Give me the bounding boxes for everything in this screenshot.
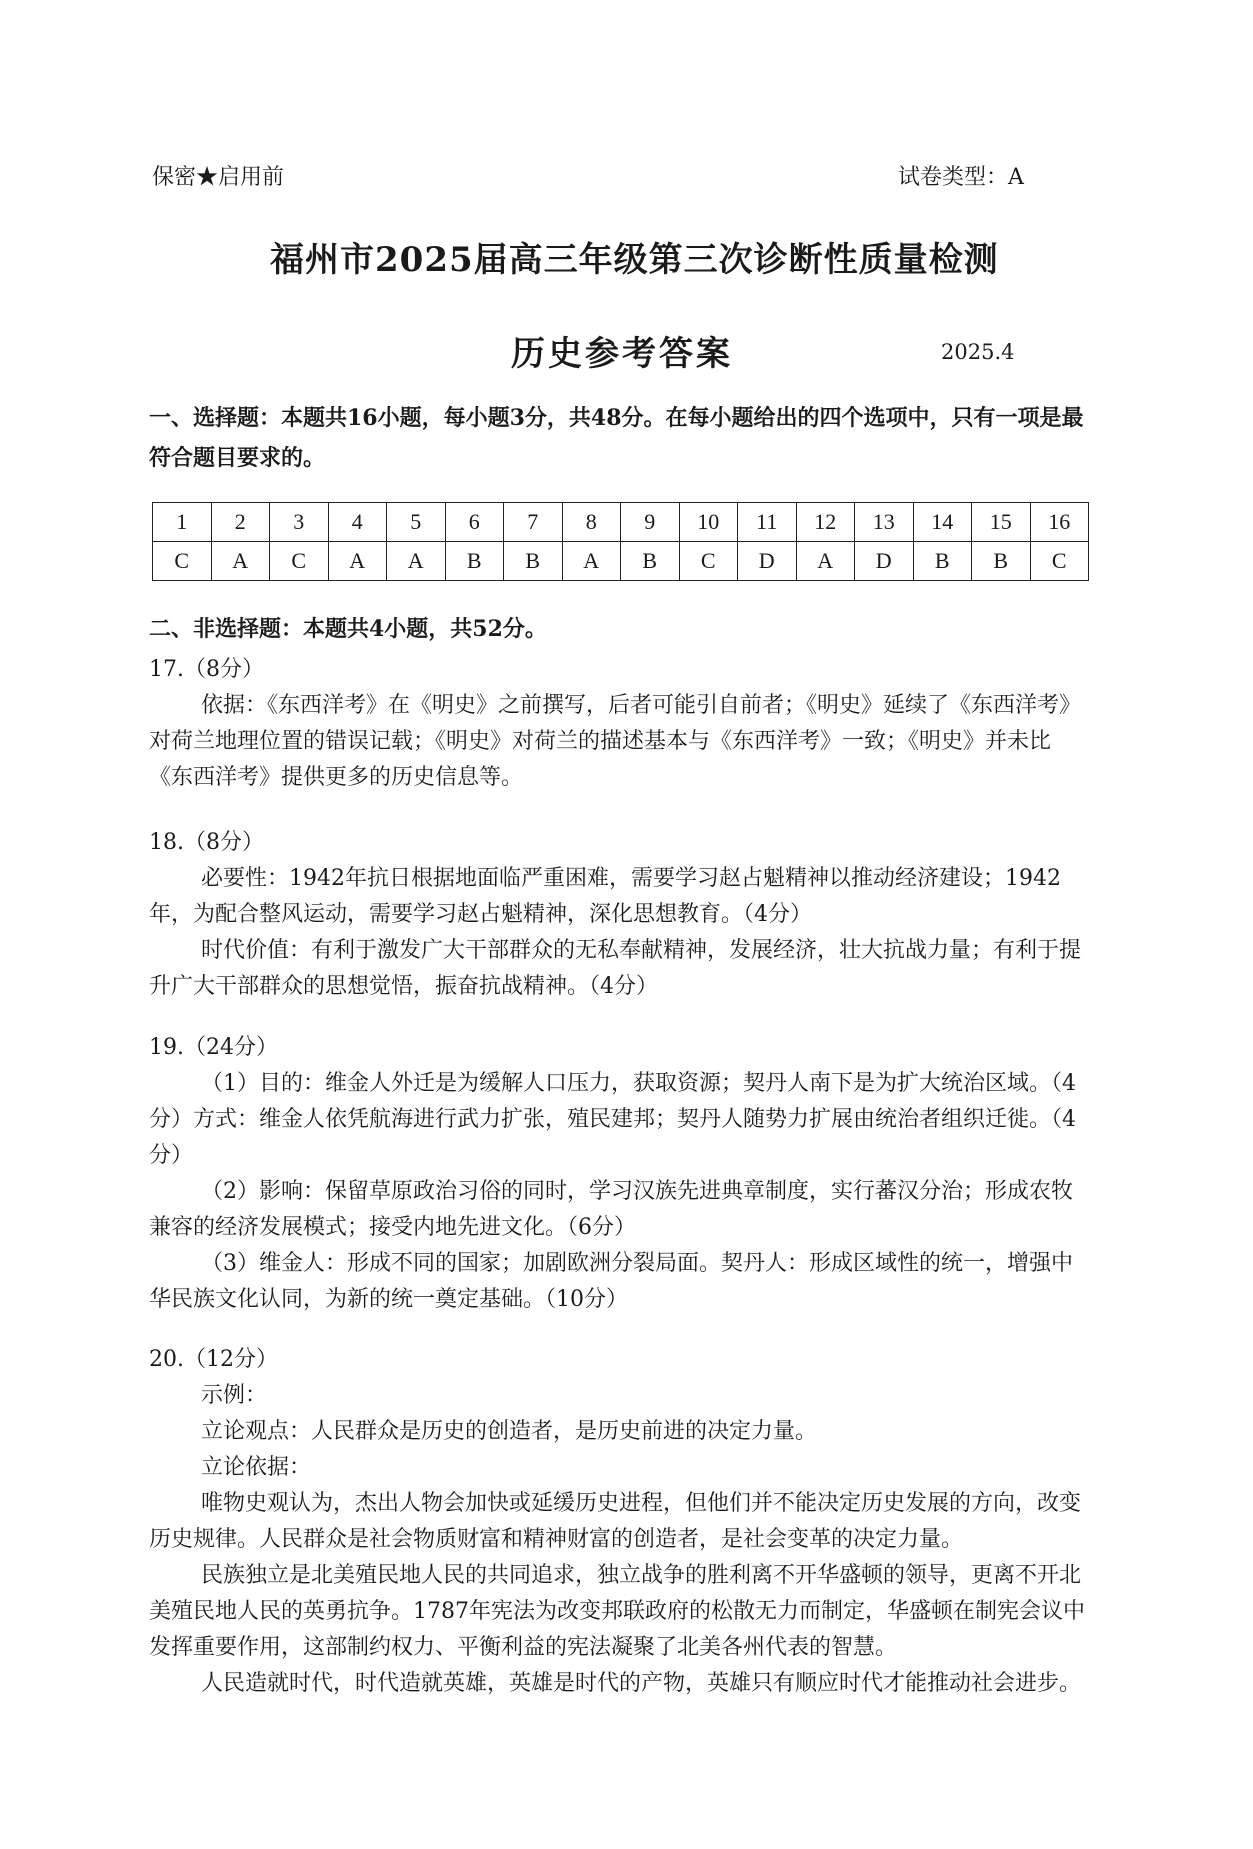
q20-paragraph-2: 民族独立是北美殖民地人民的共同追求，独立战争的胜利离不开华盛顿的领导，更离不开北美殖民地人民的英勇抗争。1787年宪法为改变邦联政府的松散无力而制定，华盛顿在制宪会议中发挥重要作用，这部制约权力、平衡利益的宪法凝聚了北美各州代表的智慧。 <box>149 1563 1085 1660</box>
table-cell: C <box>1030 542 1089 581</box>
table-cell: B <box>972 542 1031 581</box>
table-cell: D <box>855 542 914 581</box>
q20-paragraph-3: 人民造就时代，时代造就英雄，英雄是时代的产物，英雄只有顺应时代才能推动社会进步。 <box>201 1671 1082 1696</box>
answer-table-answer-row <box>153 542 1089 581</box>
q20-label: 20.（12分） <box>149 1347 278 1372</box>
table-cell: B <box>621 542 680 581</box>
table-cell: 6 <box>445 503 504 542</box>
table-cell: A <box>562 542 621 581</box>
section2-heading: 二、非选择题：本题共4小题，共52分。 <box>149 616 547 642</box>
q18-answer <box>149 861 1089 1005</box>
q20-basis-label: 立论依据： <box>201 1455 312 1480</box>
answer-table-number-row <box>153 503 1089 542</box>
table-cell: D <box>738 542 797 581</box>
table-cell: 16 <box>1030 503 1089 542</box>
table-cell: 2 <box>211 503 270 542</box>
table-cell: 1 <box>153 503 212 542</box>
table-cell: C <box>153 542 212 581</box>
q20-answer <box>149 1378 1089 1702</box>
table-cell: 11 <box>738 503 797 542</box>
table-cell: 3 <box>270 503 329 542</box>
table-cell: 13 <box>855 503 914 542</box>
table-cell: 8 <box>562 503 621 542</box>
table-cell: A <box>328 542 387 581</box>
q19-answer <box>149 1066 1089 1318</box>
q20-paragraph-1: 唯物史观认为，杰出人物会加快或延缓历史进程，但他们并不能决定历史发展的方向，改变历史规律。人民群众是社会物质财富和精神财富的创造者，是社会变革的决定力量。 <box>149 1491 1082 1552</box>
q18-paragraph-necessity: 必要性：1942年抗日根据地面临严重困难，需要学习赵占魁精神以推动经济建设；1942年，为配合整风运动，需要学习赵占魁精神，深化思想教育。（4分） <box>149 866 1061 927</box>
q18-paragraph-value: 时代价值：有利于激发广大干部群众的无私奉献精神，发展经济，壮大抗战力量；有利于提升广大干部群众的思想觉悟，振奋抗战精神。（4分） <box>149 938 1082 999</box>
table-cell: B <box>913 542 972 581</box>
confidential-label: 保密★启用前 <box>152 165 285 190</box>
table-cell: A <box>796 542 855 581</box>
table-cell: A <box>387 542 446 581</box>
table-cell: 10 <box>679 503 738 542</box>
table-cell: A <box>211 542 270 581</box>
table-cell: 5 <box>387 503 446 542</box>
table-cell: 7 <box>504 503 563 542</box>
document-date: 2025.4 <box>941 340 1015 364</box>
document-subtitle: 历史参考答案 <box>511 334 733 374</box>
q17-answer <box>149 688 1089 796</box>
q18-label: 18.（8分） <box>149 830 264 855</box>
q19-paragraph-1: （1）目的：维金人外迁是为缓解人口压力，获取资源；契丹人南下是为扩大统治区域。（4分）方式：维金人依凭航海进行武力扩张，殖民建邦；契丹人随势力扩展由统治者组织迁徙。（4分） <box>149 1071 1077 1168</box>
paper-type-label: 试卷类型：A <box>898 165 1024 190</box>
table-cell: 14 <box>913 503 972 542</box>
table-cell: 9 <box>621 503 680 542</box>
table-cell: B <box>445 542 504 581</box>
table-cell: 4 <box>328 503 387 542</box>
section1-heading: 一、选择题：本题共16小题，每小题3分，共48分。在每小题给出的四个选项中，只有一项是最符合题目要求的。 <box>149 405 1084 471</box>
q17-label: 17.（8分） <box>149 657 264 682</box>
q20-thesis: 立论观点：人民群众是历史的创造者，是历史前进的决定力量。 <box>201 1419 818 1444</box>
table-cell: C <box>270 542 329 581</box>
table-cell: C <box>679 542 738 581</box>
q19-paragraph-3: （3）维金人：形成不同的国家；加剧欧洲分裂局面。契丹人：形成区域性的统一，增强中华民族文化认同，为新的统一奠定基础。（10分） <box>149 1251 1074 1312</box>
q17-paragraph: 依据：《东西洋考》在《明史》之前撰写，后者可能引自前者；《明史》延续了《东西洋考》对荷兰地理位置的错误记载；《明史》对荷兰的描述基本与《东西洋考》一致；《明史》并未比《东西洋考》提供更多的历史信息等。 <box>149 693 1082 790</box>
table-cell: 15 <box>972 503 1031 542</box>
document-title: 福州市2025届高三年级第三次诊断性质量检测 <box>270 240 999 280</box>
q19-label: 19.（24分） <box>149 1035 278 1060</box>
q20-example-label: 示例： <box>201 1383 268 1408</box>
table-cell: 12 <box>796 503 855 542</box>
q19-paragraph-2: （2）影响：保留草原政治习俗的同时，学习汉族先进典章制度，实行蕃汉分治；形成农牧兼容的经济发展模式；接受内地先进文化。（6分） <box>149 1179 1074 1240</box>
table-cell: B <box>504 542 563 581</box>
answer-table <box>152 502 1089 581</box>
